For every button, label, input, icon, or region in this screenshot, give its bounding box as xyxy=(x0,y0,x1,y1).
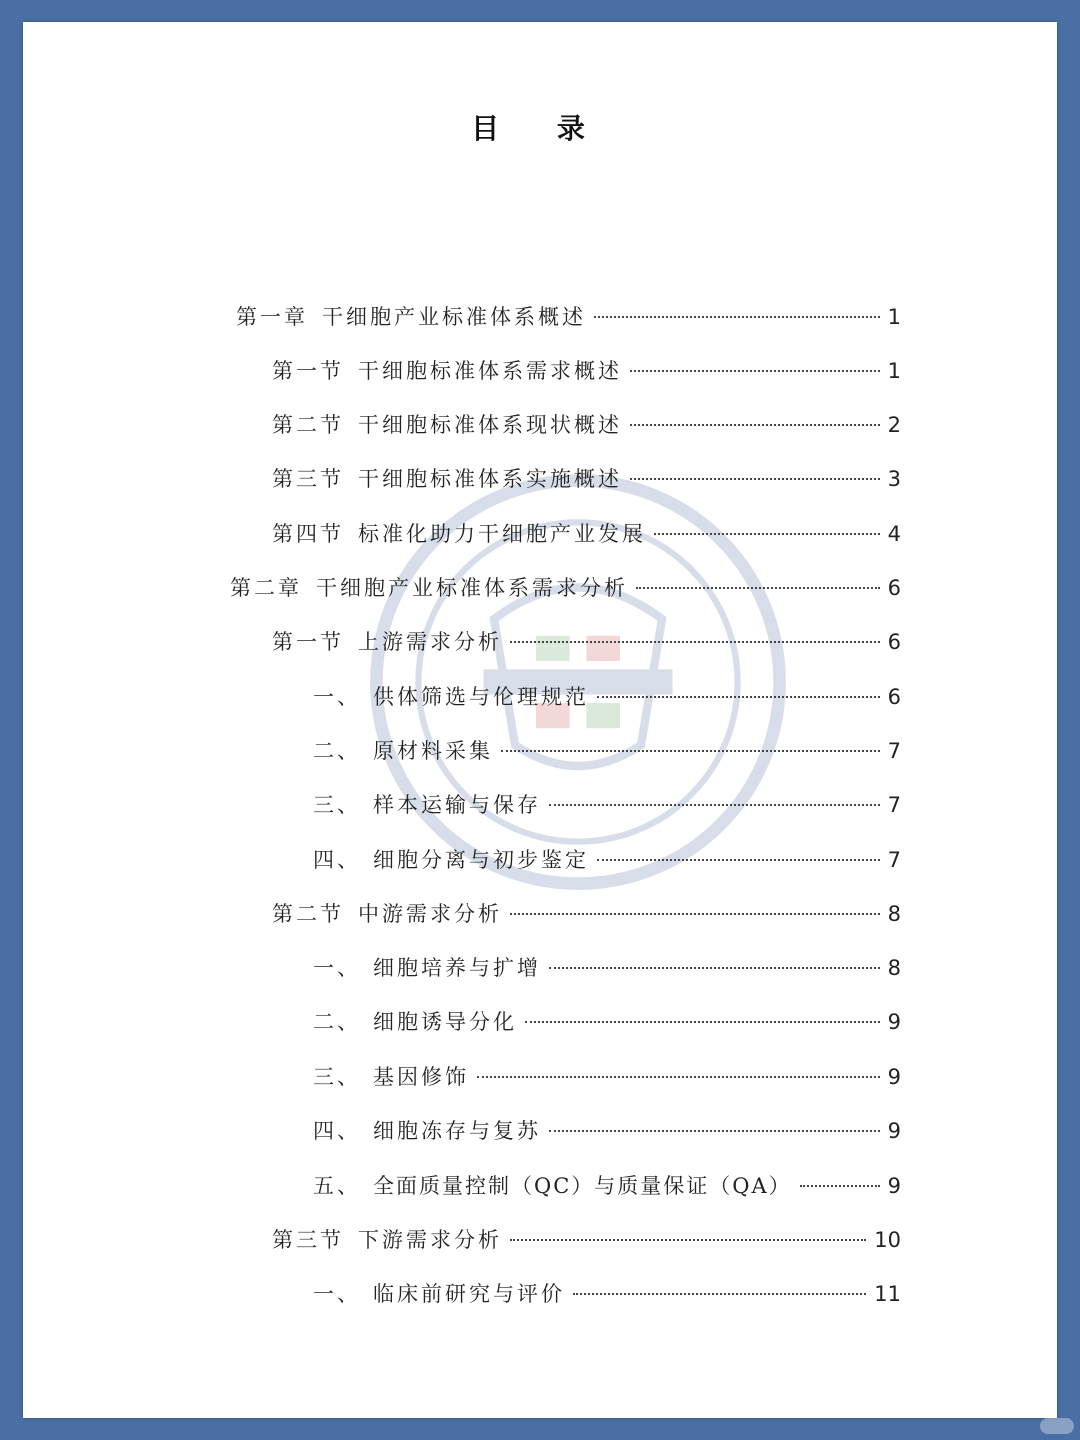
dot-leader xyxy=(594,316,880,318)
toc-entry-number: 第四节 xyxy=(272,522,344,546)
corner-badge xyxy=(1040,1418,1074,1434)
toc-entry-page: 7 xyxy=(887,848,901,872)
toc-entry-section[interactable] xyxy=(272,1224,901,1258)
toc-entry-number: 一、 xyxy=(313,685,361,709)
toc-entry-number: 第二节 xyxy=(272,413,344,437)
toc-entry-number: 三、 xyxy=(313,1065,361,1089)
toc-entry-section[interactable] xyxy=(272,355,901,389)
toc-entry-text: 干细胞标准体系需求概述 xyxy=(358,359,622,383)
toc-entry-text: 上游需求分析 xyxy=(358,630,502,654)
toc-entry-number: 二、 xyxy=(313,1010,361,1034)
toc-entry-subsection[interactable] xyxy=(313,1115,901,1149)
toc-entry-number: 五、 xyxy=(313,1174,361,1198)
dot-leader xyxy=(477,1076,880,1078)
toc-entry-number: 第三节 xyxy=(272,1228,344,1252)
toc-entry-number: 第二节 xyxy=(272,902,344,926)
toc-entry-text: 下游需求分析 xyxy=(358,1228,502,1252)
toc-entry-text: 临床前研究与评价 xyxy=(373,1282,565,1306)
dot-leader xyxy=(630,478,880,480)
toc-entry-text: 原材料采集 xyxy=(373,739,493,763)
toc-entry-number: 四、 xyxy=(313,1119,361,1143)
toc-entry-subsection[interactable] xyxy=(313,1061,901,1095)
dot-leader xyxy=(800,1185,880,1187)
toc-entry-section[interactable] xyxy=(272,409,901,443)
toc-entry-text: 干细胞产业标准体系需求分析 xyxy=(316,576,628,600)
dot-leader xyxy=(525,1021,880,1023)
toc-entry-subsection[interactable] xyxy=(313,735,901,769)
toc-entry-page: 9 xyxy=(887,1119,901,1143)
toc-entry-section[interactable] xyxy=(272,626,901,660)
dot-leader xyxy=(510,1239,866,1241)
toc-entry-page: 6 xyxy=(887,685,901,709)
toc-entry-page: 8 xyxy=(887,902,901,926)
toc-entry-text: 细胞分离与初步鉴定 xyxy=(373,848,589,872)
toc-entry-chapter-2[interactable] xyxy=(230,572,901,606)
toc-entry-section[interactable] xyxy=(272,518,901,552)
toc-entry-number: 四、 xyxy=(313,848,361,872)
toc-entry-text: 供体筛选与伦理规范 xyxy=(373,685,589,709)
toc-entry-text: 干细胞标准体系实施概述 xyxy=(358,467,622,491)
toc-entry-page: 2 xyxy=(887,413,901,437)
toc-entry-text: 样本运输与保存 xyxy=(373,793,541,817)
toc-entry-text: 细胞冻存与复苏 xyxy=(373,1119,541,1143)
dot-leader xyxy=(549,1130,880,1132)
toc-entry-number: 第一章 xyxy=(236,305,308,329)
toc-entry-page: 8 xyxy=(887,956,901,980)
toc-entry-subsection[interactable] xyxy=(313,681,901,715)
toc-entry-subsection[interactable] xyxy=(313,1170,901,1204)
dot-leader xyxy=(549,804,880,806)
toc-entry-text: 干细胞标准体系现状概述 xyxy=(358,413,622,437)
dot-leader xyxy=(654,533,880,535)
toc-entry-page: 11 xyxy=(874,1282,901,1306)
dot-leader xyxy=(630,424,880,426)
toc-entry-subsection[interactable] xyxy=(313,1278,901,1312)
toc-entry-text: 细胞培养与扩增 xyxy=(373,956,541,980)
toc-entry-number: 第一节 xyxy=(272,359,344,383)
dot-leader xyxy=(573,1293,866,1295)
dot-leader xyxy=(630,370,880,372)
toc-entry-page: 1 xyxy=(887,305,901,329)
toc-entry-text: 细胞诱导分化 xyxy=(373,1010,517,1034)
toc-entry-page: 9 xyxy=(887,1010,901,1034)
toc-entry-page: 4 xyxy=(887,522,901,546)
toc-entry-subsection[interactable] xyxy=(313,1006,901,1040)
toc-entry-page: 6 xyxy=(887,630,901,654)
toc-entry-number: 第一节 xyxy=(272,630,344,654)
toc-entry-number: 二、 xyxy=(313,739,361,763)
document-page xyxy=(23,22,1057,1418)
dot-leader xyxy=(549,967,880,969)
dot-leader xyxy=(510,641,880,643)
toc-entry-text: 基因修饰 xyxy=(373,1065,469,1089)
dot-leader xyxy=(510,913,880,915)
table-of-contents xyxy=(23,22,1057,1418)
toc-entry-subsection[interactable] xyxy=(313,952,901,986)
toc-entry-page: 6 xyxy=(887,576,901,600)
toc-entry-subsection[interactable] xyxy=(313,789,901,823)
toc-entry-number: 一、 xyxy=(313,1282,361,1306)
dot-leader xyxy=(597,859,880,861)
toc-entry-text: 标准化助力干细胞产业发展 xyxy=(358,522,646,546)
toc-entry-number: 第三节 xyxy=(272,467,344,491)
dot-leader xyxy=(636,587,880,589)
toc-entry-section[interactable] xyxy=(272,463,901,497)
toc-entry-page: 1 xyxy=(887,359,901,383)
toc-entry-text: 全面质量控制（QC）与质量保证（QA） xyxy=(373,1174,792,1198)
toc-entry-page: 10 xyxy=(874,1228,901,1252)
toc-entry-number: 一、 xyxy=(313,956,361,980)
toc-entry-section[interactable] xyxy=(272,898,901,932)
dot-leader xyxy=(597,696,880,698)
toc-entry-number: 三、 xyxy=(313,793,361,817)
toc-entry-page: 7 xyxy=(887,793,901,817)
toc-entry-page: 9 xyxy=(887,1065,901,1089)
toc-entry-subsection[interactable] xyxy=(313,844,901,878)
toc-title: 目 录 xyxy=(471,112,609,145)
toc-entry-chapter-1[interactable] xyxy=(236,301,901,335)
toc-entry-page: 3 xyxy=(887,467,901,491)
toc-entry-page: 7 xyxy=(887,739,901,763)
toc-entry-text: 干细胞产业标准体系概述 xyxy=(322,305,586,329)
toc-entry-page: 9 xyxy=(887,1174,901,1198)
dot-leader xyxy=(501,750,880,752)
toc-entry-number: 第二章 xyxy=(230,576,302,600)
toc-entry-text: 中游需求分析 xyxy=(358,902,502,926)
